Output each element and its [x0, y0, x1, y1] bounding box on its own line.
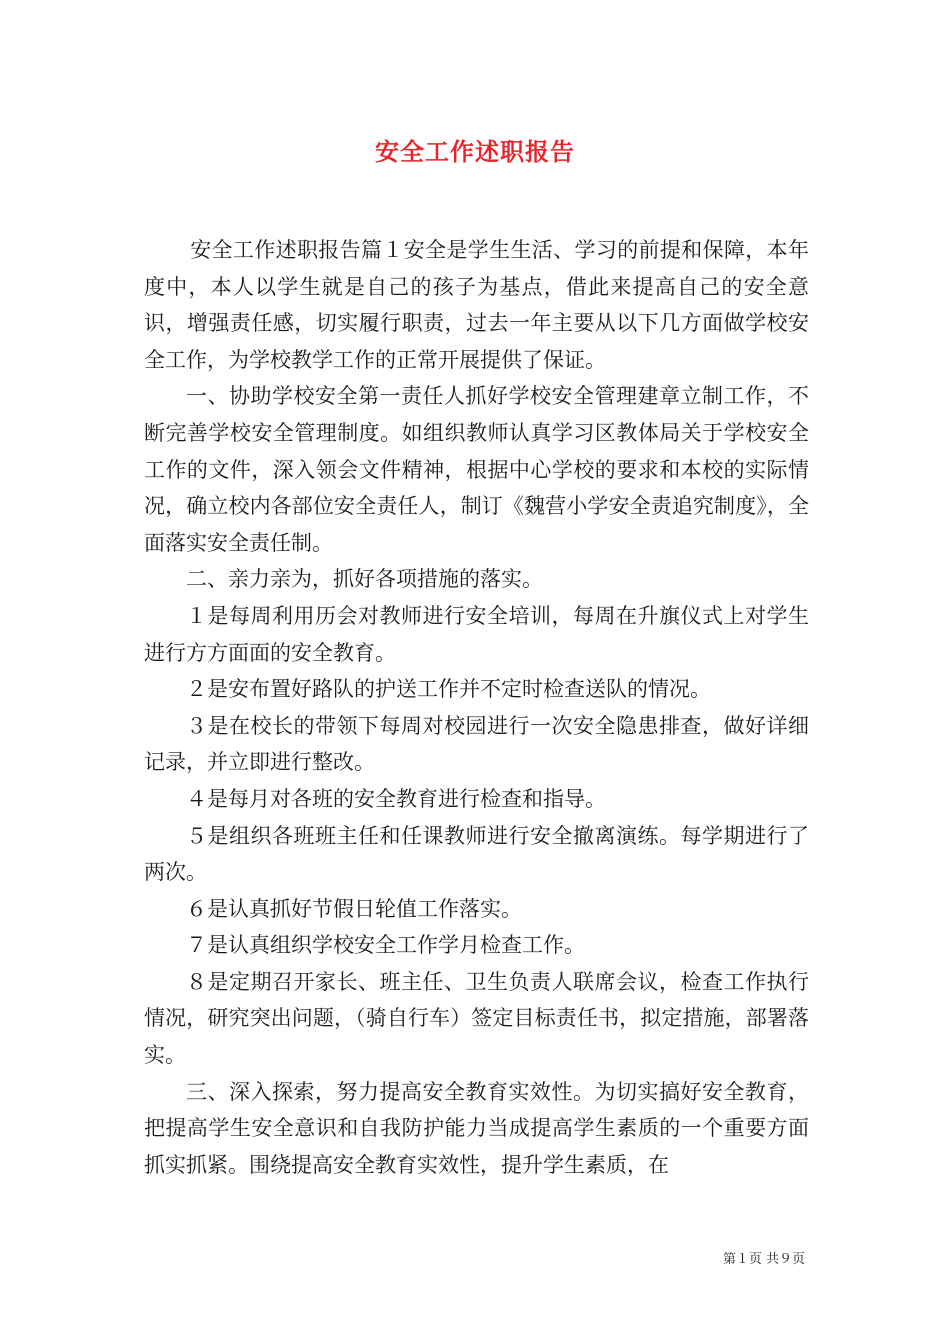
paragraph-section-1: 一、协助学校安全第一责任人抓好学校安全管理建章立制工作，不断完善学校安全管理制度。如组织教师认真学习区教体局关于学校安全工作的文件，深入领会文件精神，根据中心学校的要求和本校的实际情况，确立校内各部位安全责任人，制订《魏营小学安全责追究制度》，全面落实安全责任制。 — [144, 384, 809, 555]
paragraph-item-6: ６是认真抓好节假日轮值工作落实。 — [186, 896, 522, 921]
paragraph-section-2: 二、亲力亲为，抓好各项措施的落实。 — [186, 567, 543, 592]
paragraph-item-1: １是每周利用历会对教师进行安全培训，每周在升旗仪式上对学生进行方方面面的安全教育。 — [144, 603, 809, 665]
paragraph-item-3: ３是在校长的带领下每周对校园进行一次安全隐患排查，做好详细记录，并立即进行整改。 — [144, 713, 809, 775]
paragraph-item-5: ５是组织各班班主任和任课教师进行安全撤离演练。每学期进行了两次。 — [144, 823, 809, 885]
paragraph-section-3: 三、深入探索，努力提高安全教育实效性。为切实搞好安全教育，把提高学生安全意识和自我防护能力当成提高学生素质的一个重要方面抓实抓紧。围绕提高安全教育实效性，提升学生素质，在 — [144, 1079, 809, 1177]
document-title: 安全工作述职报告 — [375, 137, 575, 166]
paragraph-item-7: ７是认真组织学校安全工作学月检查工作。 — [186, 933, 585, 958]
paragraph-item-4: ４是每月对各班的安全教育进行检查和指导。 — [186, 786, 606, 811]
paragraph-item-2: ２是安布置好路队的护送工作并不定时检查送队的情况。 — [186, 677, 711, 702]
paragraph-item-8: ８是定期召开家长、班主任、卫生负责人联席会议，检查工作执行情况，研究突出问题，（骑自行车）签定目标责任书，拟定措施，部署落实。 — [144, 969, 809, 1068]
document-body — [144, 232, 809, 1183]
page-number-footer: 第１页 共９页 — [722, 1252, 805, 1267]
paragraph-intro: 安全工作述职报告篇１安全是学生生活、学习的前提和保障，本年度中，本人以学生就是自己的孩子为基点，借此来提高自己的安全意识，增强责任感，切实履行职责，过去一年主要从以下几方面做学校安全工作，为学校教学工作的正常开展提供了保证。 — [144, 238, 809, 372]
